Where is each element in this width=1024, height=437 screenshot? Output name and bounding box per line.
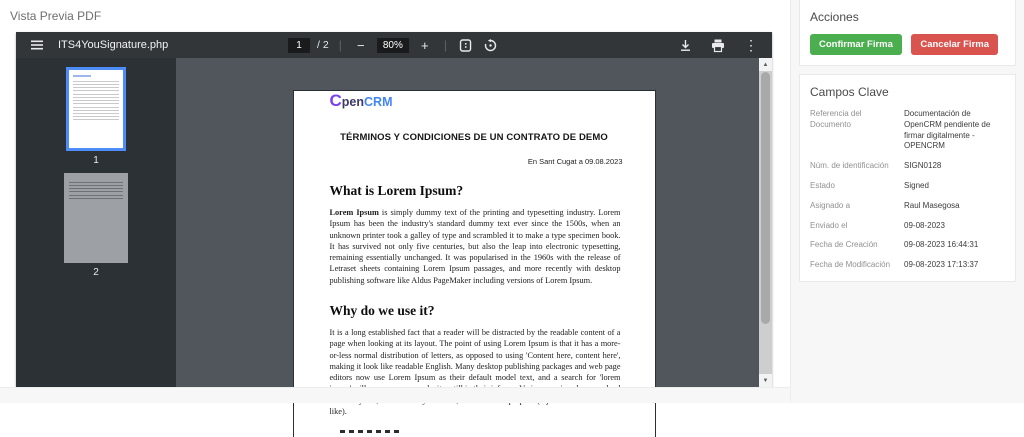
field-value: 09-08-2023 <box>904 220 945 230</box>
field-value: Signed <box>904 180 929 190</box>
field-label: Fecha de Modificación <box>810 260 891 270</box>
pdf-page-1 <box>294 91 655 437</box>
cancel-signature-button[interactable]: Cancelar Firma <box>911 34 998 55</box>
key-fields-title: Campos Clave <box>810 85 889 99</box>
field-value: 09-08-2023 16:44:31 <box>904 240 979 250</box>
scroll-down-icon[interactable]: ▼ <box>759 374 772 387</box>
page-title: Vista Previa PDF <box>10 9 102 23</box>
print-icon[interactable] <box>709 36 727 54</box>
document-area <box>176 58 772 416</box>
field-label: Enviado el <box>810 220 848 230</box>
field-value: Raul Masegosa <box>904 200 960 210</box>
section-paragraph-1: Lorem Ipsum is simply dummy text of the printing and typesetting industry. Lorem Ipsum has been the industry's standard dummy text ever since the 1500s, when an unknown printer took a galley of type and scrambled it to make a type specimen book. It has survived not only five centuries, but also the leap into electronic typesetting, remaining essentially unchanged. It was popularised in the 1960s with the release of Letraset sheets containing Lorem Ipsum passages, and more recently with desktop publishing software like Aldus PageMaker including versions of Lorem Ipsum. <box>329 208 621 285</box>
actions-section <box>799 0 1016 66</box>
toolbar-divider: | <box>443 38 447 52</box>
section-heading-1: What is Lorem Ipsum? <box>329 183 464 198</box>
page-number-input[interactable] <box>288 38 310 53</box>
section-heading-2: Why do we use it? <box>329 302 435 318</box>
thumbnail-1-label: 1 <box>93 155 99 166</box>
menu-hamburger-icon[interactable] <box>28 36 46 54</box>
field-label: Asignado a <box>810 200 851 210</box>
pdf-filename: ITS4YouSignature.php <box>58 39 169 51</box>
side-panel <box>790 0 1024 403</box>
key-fields-section <box>799 74 1016 282</box>
field-value: 09-08-2023 17:13:37 <box>904 260 979 270</box>
document-title: TÉRMINOS Y CONDICIONES DE UN CONTRATO DE DEMO <box>340 132 608 143</box>
paragraph-lead: Lorem Ipsum <box>329 208 379 217</box>
scrollbar-thumb[interactable] <box>761 72 770 324</box>
key-fields-list <box>810 109 1005 271</box>
thumbnail-2-label: 2 <box>93 267 99 278</box>
zoom-out-button[interactable]: − <box>352 36 370 54</box>
section-paragraph-2: It is a long established fact that a reader will be distracted by the readable content of a page when looking at its layout. The point of using Lorem Ipsum is that it has a more-or-less normal distribution of letters, as opposed to using 'Content here, content here', making it look like readable English. Many desktop publishing packages and web page editors now use Lorem Ipsum as their default model text, and a search for 'lorem like). <box>329 327 621 416</box>
opencrm-logo: CpenCRM <box>329 91 393 110</box>
field-label: Referencia del Documento <box>810 109 862 129</box>
thumbnail-panel <box>16 58 176 387</box>
field-label: Fecha de Creación <box>810 240 878 250</box>
footer-strip <box>0 387 790 403</box>
field-label: Estado <box>810 180 835 190</box>
page-header <box>0 0 790 32</box>
more-options-icon[interactable]: ⋮ <box>744 36 758 53</box>
zoom-in-button[interactable]: + <box>416 36 434 54</box>
thumbnail-page-1[interactable] <box>66 67 126 151</box>
thumbnail-page-2[interactable] <box>64 173 128 263</box>
rotate-icon[interactable] <box>482 36 500 54</box>
thumbnail-logo-mark <box>73 75 91 77</box>
clipped-next-heading <box>340 430 402 433</box>
pdf-page-controls <box>288 36 500 54</box>
field-value: Documentación de OpenCRM pendiente de firmar digitalmente - OPENCRM <box>904 109 991 151</box>
actions-title: Acciones <box>810 10 859 24</box>
field-value: SIGN0128 <box>904 161 942 171</box>
confirm-signature-button[interactable]: Confirmar Firma <box>810 34 902 55</box>
field-label: Núm. de identificación <box>810 161 889 171</box>
fit-to-page-icon[interactable] <box>457 36 475 54</box>
zoom-level-value[interactable]: 80% <box>377 38 409 53</box>
toolbar-divider: | <box>338 38 342 52</box>
page-count-label: / 2 <box>317 39 329 51</box>
download-icon[interactable] <box>676 36 694 54</box>
scroll-up-icon[interactable]: ▲ <box>759 58 772 71</box>
pdf-viewer <box>16 32 772 416</box>
pdf-toolbar <box>16 32 772 58</box>
document-dateline: En Sant Cugat a 09.08.2023 <box>527 157 623 166</box>
pdf-viewer-body <box>16 58 772 416</box>
viewer-scrollbar[interactable] <box>759 58 772 387</box>
